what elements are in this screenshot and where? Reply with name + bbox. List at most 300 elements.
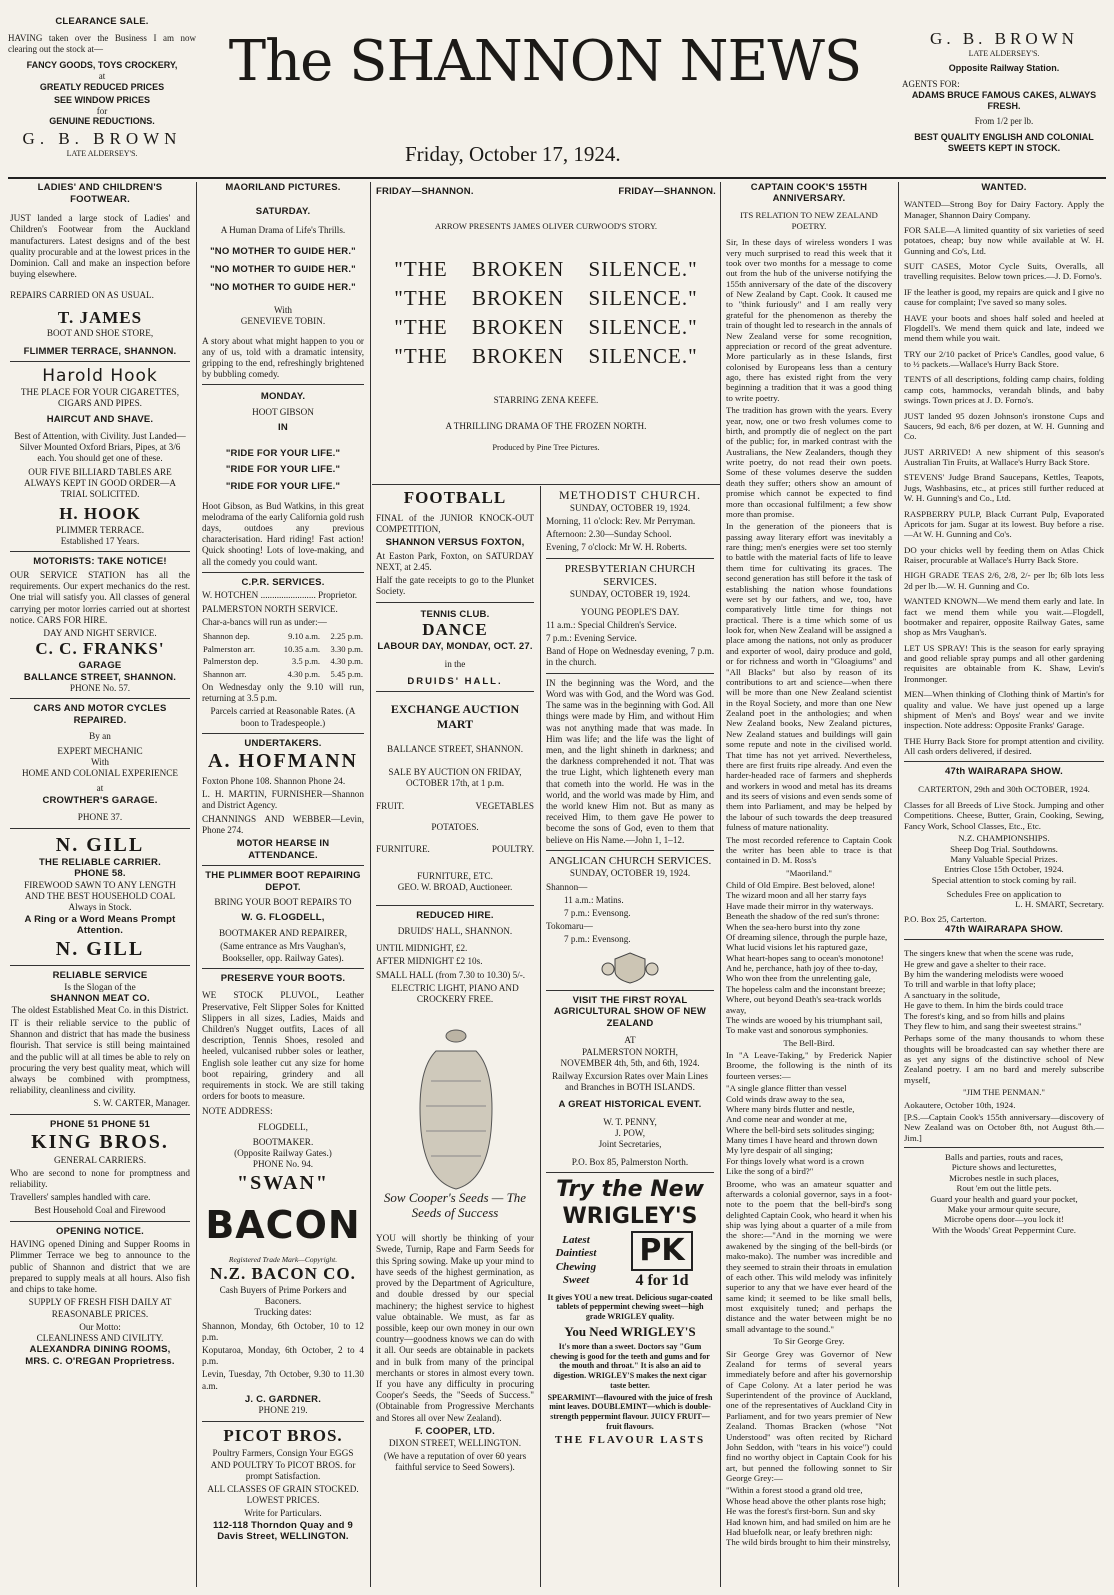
ear-left-name: G. B. BROWN <box>22 129 182 149</box>
opening-line5: ALEXANDRA DINING ROOMS, <box>29 1344 171 1356</box>
cars-line3: With <box>90 757 109 768</box>
ride-body: Hoot Gibson, as Bud Watkins, in this great melodrama of the early California gold rush days, outdoes any previous characterisation. Hard riding! Fast action! Quick shooting! Lots of love-making, and all the comedy you could want. <box>202 500 364 567</box>
franks-line3: PHONE No. 57. <box>69 683 131 694</box>
cars-line2: EXPERT MECHANIC <box>57 745 143 756</box>
wairarapa-heading: 47th WAIRARAPA SHOW. <box>944 766 1063 778</box>
exchange-line1: BALLANCE STREET, SHANNON. <box>386 743 524 754</box>
king-phones: PHONE 51 PHONE 51 <box>49 1118 151 1130</box>
wanted-list <box>904 199 1104 756</box>
crest-emblem <box>546 950 714 986</box>
hhook-line1: PLIMMER TERRACE. <box>55 525 145 536</box>
cpr-line1: W. HOTCHEN ........................ Proprietor. <box>202 590 358 601</box>
plimmer-line1: BRING YOUR BOOT REPAIRS TO <box>214 897 352 908</box>
football-vs: SHANNON VERSUS FOXTON, <box>385 537 525 549</box>
penman-line2: Perhaps some of the many thousands to whom these thoughts will be broadcasted can say whether there are as yet any signs of the distinctive school of New Zealand poetry. I am no bard and merely subscribe myself, <box>904 1033 1104 1085</box>
wanted-heading: WANTED. <box>981 182 1027 193</box>
classified-ad: MEN—When thinking of Clothing think of Martin's for quality and value. We have just opened up a large shipment of Men's and Boys' wear and we invite inspection. Note address: Opposite Franks' Garage. <box>904 689 1104 731</box>
gill-line5: Always in Stock. <box>68 902 132 913</box>
show-line5: A GREAT HISTORICAL EVENT. <box>558 1099 702 1111</box>
timetable-cell: Palmerston dep. <box>203 656 259 667</box>
picot-line2: ALL CLASSES OF GRAIN STOCKED. LOWEST PRICES. <box>207 1484 359 1506</box>
cook-body6: Sir George Grey was Governor of New Zealand for terms of several years immediately before and after his governorship of Cape Colony. At a later period he was Superintendent of the province of Auckland, one of the representatives of Auckland City in Parliament, and for two years premier of New Zealand. Thomas Bracken (whose "Not Understood" was often recited by Richard John Seddon, with "tears in his voice") could find no worthy object in Captain Cook for his art, but penned the following sonnet to Sir George Grey:— <box>726 1348 892 1484</box>
franks-line1: GARAGE <box>78 660 122 672</box>
wairarapa-line3: N.Z. CHAMPIONSHIPS. <box>958 833 1050 844</box>
hhook-line2: Established 17 Years. <box>60 536 140 547</box>
seeds-tail: (We have a reputation of over 60 years faithful service to Seed Sowers). <box>383 1450 527 1472</box>
ear-right-name: G. B. BROWN <box>930 29 1078 48</box>
swan-label: "SWAN" <box>237 1171 329 1194</box>
masthead-title: The SHANNON NEWS <box>228 29 862 94</box>
anglican-line4: 7 p.m.: Evensong. <box>564 907 631 918</box>
timetable-cell: 3.5 p.m. <box>291 656 321 667</box>
ear-right <box>902 28 1106 154</box>
classified-ad: THE Hurry Back Store for prompt attention and civility. All cash orders delivered, if desired. <box>904 735 1104 757</box>
franks-line2: BALLANCE STREET, SHANNON. <box>23 671 177 683</box>
film-ad-rule <box>372 484 720 485</box>
cook-body2: The tradition has grown with the years. Every year, now, one or two fresh volumes come to birth, and promptly die of neglect on the part of the public; for, in marked contrast with the Australians, the New Zealanders, though they write poetry, do not read their own poets. Some of these volumes deserve the sudden death they suffer; others show an amount of promise which cannot be expected to find more than occasional fulfilment; a few show more than promise. <box>726 405 892 519</box>
plimmer-line2: W. G. FLOGDELL, <box>241 912 325 924</box>
broken-silence-1: "THE BROKEN SILENCE." <box>394 257 698 281</box>
seeds-address: DIXON STREET, WELLINGTON. <box>388 1437 522 1448</box>
column-rule <box>720 182 721 1587</box>
motorists-heading: MOTORISTS: TAKE NOTICE! <box>33 556 167 568</box>
ear-right-line4: From 1/2 per lb. <box>974 116 1034 127</box>
sale-row-2 <box>376 844 534 855</box>
ear-left-line4: SEE WINDOW PRICES <box>53 95 150 106</box>
thrilling: A THRILLING DRAMA OF THE FROZEN NORTH. <box>445 421 647 431</box>
exchange-heading: EXCHANGE AUCTION MART <box>390 702 520 731</box>
picot-line1: Poultry Farmers, Consign Your EGGS AND POULTRY To PICOT BROS. for prompt Satisfaction. <box>210 1448 356 1481</box>
column-rule <box>196 182 197 1587</box>
wrigleys-ad <box>546 1177 714 1447</box>
bacon-line6: J. C. GARDNER. <box>244 1393 322 1405</box>
note-line2: BOOTMAKER. <box>252 1136 314 1147</box>
wrigleys-line3: It's more than a sweet. Doctors say "Gum chewing is good for the teeth and gums and for the mouth and throat." It is also an aid to digestion. WRIGLEY'S makes the next cigar taste better. <box>550 1341 710 1390</box>
plimmer-heading: THE PLIMMER BOOT REPAIRING DEPOT. <box>205 870 361 893</box>
hofmann-name: A. HOFMANN <box>208 750 358 773</box>
note-line4: PHONE No. 94. <box>252 1159 314 1170</box>
timetable-cell: 3.30 p.m. <box>330 643 363 654</box>
show-heading: VISIT THE FIRST ROYAL AGRICULTURAL SHOW OF NEW ZEALAND <box>553 994 707 1029</box>
wrigleys-try: Try the New <box>556 1176 704 1202</box>
seeds-body: YOU will shortly be thinking of your Swede, Turnip, Rape and Farm Seeds for this Spring sowing. Make up your mind to have seeds of the highest germination, as proved by the Department of Agriculture, and double dressed by our special machinery; the highest service to highest value obtainable. We must, as far as possible, keep our own money in our own country—goodness knows we can do with it all. Our seeds are obtainable in packets and in bulk from many of the principal merchants or stores in almost every town. If you have any difficulty in procuring Cooper's Seeds, the "Seeds of Success." (Obtainable from Progressive Merchants and Stores all over New Zealand). <box>376 1233 534 1423</box>
timetable-cell: 2.25 p.m. <box>330 631 363 642</box>
show-line7: J. POW, <box>614 1128 646 1139</box>
wairarapa-line4: Sheep Dog Trial. Southdowns. <box>950 843 1058 854</box>
gill-name: N. GILL <box>55 833 145 856</box>
timetable-row <box>202 668 364 680</box>
hhook-name: H. HOOK <box>59 504 141 524</box>
wairarapa-line1: CARTERTON, 29th and 30th OCTOBER, 1924. <box>918 783 1090 794</box>
monday-heading: MONDAY. <box>260 391 306 403</box>
repairs-line: REPAIRS CARRIED ON AS USUAL. <box>10 290 154 301</box>
ear-left-line1: FANCY GOODS, TOYS CROCKERY, <box>26 60 178 71</box>
king-name: KING BROS. <box>31 1131 169 1154</box>
ear-left <box>8 16 196 159</box>
film-title-2: "NO MOTHER TO GUIDE HER." <box>210 263 356 275</box>
broken-silence-4: "THE BROKEN SILENCE." <box>394 344 698 368</box>
film-title-block <box>376 255 716 371</box>
note-line1: FLOGDELL, <box>258 1121 308 1132</box>
column-2 <box>202 182 364 1587</box>
ear-left-line3: GREATLY REDUCED PRICES <box>39 81 165 92</box>
reduced-line1: DRUIDS' HALL, SHANNON. <box>397 925 513 936</box>
football-line3: Half the gate receipts to go to the Plunket Society. <box>376 575 534 597</box>
timetable-cell: 5.45 p.m. <box>330 668 363 679</box>
film-title-1: "NO MOTHER TO GUIDE HER." <box>210 246 356 258</box>
bacon-line2: Trucking dates: <box>254 1307 312 1318</box>
franks-name: C. C. FRANKS' <box>35 639 165 659</box>
cars-line7: PHONE 37. <box>77 812 123 823</box>
show-line1: AT <box>624 1035 636 1046</box>
presbyterian-line2: YOUNG PEOPLE'S DAY. <box>580 606 680 617</box>
timetable-row <box>202 655 364 667</box>
presbyterian-heading: PRESBYTERIAN CHURCH SERVICES. <box>564 562 696 588</box>
presbyterian-line1: SUNDAY, OCTOBER 19, 1924. <box>569 589 691 600</box>
dateline: Friday, October 17, 1924. <box>405 142 621 166</box>
timetable-cell: 9.10 a.m. <box>288 631 321 642</box>
friday-label-1: FRIDAY—SHANNON. <box>376 186 474 197</box>
hofmann-line3: CHANNINGS AND WEBBER—Levin, Phone 274. <box>202 813 364 835</box>
column-3a <box>376 488 534 1587</box>
wairarapa-line9: L. H. SMART, Secretary. <box>1015 899 1104 910</box>
cpr-line5: Parcels carried at Reasonable Rates. (A boon to Tradespeople.) <box>210 706 356 728</box>
column-1 <box>10 182 190 1587</box>
classified-ad: TENTS of all descriptions, folding camp chairs, folding camp cots, hammocks, verandah blinds, and baby swings. Town prices at J. D. Forno's. <box>904 374 1104 406</box>
wrigleys-price: 4 for 1d <box>635 1272 689 1290</box>
reduced-line3: AFTER MIDNIGHT £2 10s. <box>376 956 483 967</box>
opening-line4: CLEANLINESS AND CIVILITY. <box>36 1332 164 1343</box>
cpr-line3: Char-a-bancs will run as under:— <box>202 616 327 627</box>
sale-poultry: POULTRY. <box>491 843 534 854</box>
seeds-illustration <box>376 1011 534 1231</box>
opening-body: HAVING opened Dining and Supper Rooms in Plimmer Terrace we beg to announce to the public of Shannon and district that we are prepared to supply meals at all hours. Also fish and chips to take home. <box>10 1239 190 1295</box>
harold-line3: Best of Attention, with Civility. Just Landed—Silver Mounted Oxford Briars, Pipes, at 3/6 each. You should get one of these. <box>14 430 186 464</box>
anglican-line5: Tokomaru— <box>546 921 593 932</box>
column-4 <box>726 182 892 1587</box>
broken-silence-ad <box>376 186 716 481</box>
reliable-heading: RELIABLE SERVICE <box>52 970 148 982</box>
ear-right-line3: ADAMS BRUCE FAMOUS CAKES, ALWAYS FRESH. <box>911 89 1097 111</box>
broken-silence-2: "THE BROKEN SILENCE." <box>394 286 698 310</box>
methodist-line4: Evening, 7 o'clock: Mr W. H. Roberts. <box>546 542 687 553</box>
classified-ad: FOR SALE—A limited quantity of six varieties of seed potatoes, cheap; buy now while available at W. H. Gunning and Co's, Ltd. <box>904 224 1104 256</box>
cars-line5: at <box>96 783 104 794</box>
wrigleys-line1: It gives YOU a new treat. Delicious sugar-coated tablets of peppermint chewing sweet—high grade WRIGLEY quality. <box>547 1292 713 1322</box>
bacon-line1: Cash Buyers of Prime Porkers and Baconers. <box>219 1284 347 1307</box>
exchange-line2: SALE BY AUCTION ON FRIDAY, OCTOBER 17th, at 1 p.m. <box>388 766 522 788</box>
classified-ad: JUST ARRIVED! A new shipment of this season's Australian Tin Fruits, at Wallace's Hurry Back Store. <box>904 446 1104 468</box>
hofmann-line4: MOTOR HEARSE IN ATTENDANCE. <box>236 837 330 861</box>
poem-grey: "Within a forest stood a grand old tree, Whose head above the other plants rose high; He was the forest's first-born. Sun and sky Had known him, and had smiled on him are he Had bluefolk near, or leafy brethren nigh: The wild birds brought to him their minstrelsy, <box>726 1485 891 1548</box>
ear-right-line1: Opposite Railway Station. <box>948 63 1060 74</box>
gill-line6: A Ring or a Word Means Prompt Attention. <box>24 913 176 937</box>
opening-line6: MRS. C. O'REGAN Proprietress. <box>25 1355 175 1367</box>
tjames-sub: BOOT AND SHOE STORE, <box>46 328 154 339</box>
arrow-line: ARROW PRESENTS JAMES OLIVER CURWOOD'S STORY. <box>434 221 658 231</box>
gill-line1: THE RELIABLE CARRIER. <box>39 856 161 868</box>
in-label: IN <box>278 422 288 434</box>
bellbird-title: The Bell-Bird. <box>783 1037 835 1048</box>
cpr-line2: PALMERSTON NORTH SERVICE. <box>202 603 338 614</box>
cars-line6: CROWTHER'S GARAGE. <box>42 794 158 806</box>
wrigleys-brand: WRIGLEY'S <box>562 1203 698 1229</box>
bacon-line4: Koputaroa, Monday, 6th October, 2 to 4 p.m. <box>202 1344 364 1367</box>
plimmer-line4: (Same entrance as Mrs Vaughan's, Bookseller, opp. Railway Gates). <box>220 941 346 963</box>
maoriland-title: "Maoriland." <box>785 867 833 878</box>
timetable-row <box>202 630 364 642</box>
film-ad-header <box>376 186 716 197</box>
note-line3: (Opposite Railway Gates.) <box>234 1148 332 1159</box>
bacon-line5: Levin, Tuesday, 7th October, 9.30 to 11.30 a.m. <box>202 1369 364 1391</box>
presbyterian-line4: 7 p.m.: Evening Service. <box>546 632 637 643</box>
show-line9: P.O. Box 85, Palmerston North. <box>571 1156 689 1167</box>
timetable-cell: Shannon dep. <box>203 631 250 642</box>
ear-left-line2: at <box>98 71 106 82</box>
john-passage: IN the beginning was the Word, and the Word was with God, and the Word was God. The same was in the beginning with God. All things were made by Him, and without Him was not anything made that was made. In Him was life; and the life was the light of men, and the light shineth in darkness; and the darkness comprehended it not. That was the true Light, which lighteneth every man that cometh into the world. He was in the world, and the world was made by Him, and the world knew Him not. But as many as received Him, to them gave He power to become the sons of God, even to them that believe on His Name.—John 1, 1–12. <box>546 677 714 845</box>
opening-heading: OPENING NOTICE. <box>56 1225 144 1237</box>
reduced-line5: ELECTRIC LIGHT, PIANO AND CROCKERY FREE. <box>391 982 519 1004</box>
actress: GENEVIEVE TOBIN. <box>240 316 326 327</box>
starring: STARRING ZENA KEEFE. <box>493 395 599 405</box>
produced: Produced by Pine Tree Pictures. <box>492 443 600 452</box>
wrigleys-line4: SPEARMINT—flavoured with the juice of fresh mint leaves. DOUBLEMINT—which is double-strength peppermint flavour. JUICY FRUIT—fruit flavours. <box>547 1392 713 1431</box>
poem-maoriland: Child of Old Empire. Best beloved, alone! The wizard moon and all her starry fays Have made their mirror in thy waterways. Beneath the shadow of the red sun's throne: When the sea-hero burst into thy zone Of dreaming silence, through the purple haze, What lucid visions let his raptured gaze, What heart-hopes sang to ocean's monotone! And he, perchance, hath joy of thee to-day, Who won thee from the unrelenting gale, The hopeless calm and the inconstant breeze; Where, out beyond Death's sea-track worlds away, The winds are wooed by his triumphant sail, To make vast and sonorous symphonies. <box>726 880 888 1036</box>
reliable-line2: SHANNON MEAT CO. <box>50 993 150 1005</box>
grey-title: To Sir George Grey. <box>773 1336 845 1347</box>
football-line2: At Easton Park, Foxton, on SATURDAY NEXT, at 2.45. <box>376 550 534 572</box>
tjames-name: T. JAMES <box>57 307 143 327</box>
wairarapa-line8: Schedules Free on application to <box>946 889 1062 900</box>
ride-title-3: "RIDE FOR YOUR LIFE." <box>225 480 341 492</box>
ride-title-2: "RIDE FOR YOUR LIFE." <box>225 464 341 476</box>
note-address: NOTE ADDRESS: <box>202 1106 273 1117</box>
plimmer-line3: BOOTMAKER AND REPAIRER, <box>218 928 348 939</box>
ear-left-body: HAVING taken over the Business I am now clearing out the stock at— <box>8 33 196 54</box>
saturday-heading: SATURDAY. <box>255 205 311 217</box>
story-text: A story about what might happen to you or any of us, told with a dramatic intensity, gripping to the end, refreshingly brightened by bubbling comedy. <box>202 335 364 380</box>
classified-ad: TRY our 2/10 packet of Price's Candles, good value, 6 to ½ packets.—Wallace's Hurry Back Store. <box>904 348 1104 370</box>
hoot-name: HOOT GIBSON <box>252 407 314 417</box>
wairarapa-line6: Entries Close 15th October, 1924. <box>944 864 1064 875</box>
cook-body4: The most recorded reference to Captain Cook the writer has been able to trace is that contained in D. M. Ross's <box>726 834 892 866</box>
reduced-heading: REDUCED HIRE. <box>416 910 494 922</box>
reduced-line4: SMALL HALL (from 7.30 to 10.30) 5/-. <box>376 969 526 980</box>
wairarapa-line11: 47th WAIRARAPA SHOW. <box>944 924 1063 936</box>
sale-potatoes: POTATOES. <box>431 822 479 833</box>
gill-line3: FIREWOOD SAWN TO ANY LENGTH <box>24 880 176 891</box>
classified-ad: RASPBERRY PULP, Black Currant Pulp, Evaporated Apricots for jam. Sugar at its lowest. Buy before a rise.—At W. H. Gunning and Co's. <box>904 508 1104 540</box>
sale-fruit: FRUIT. <box>376 801 405 812</box>
ear-right-line5: BEST QUALITY ENGLISH AND COLONIAL SWEETS KEPT IN STOCK. <box>914 131 1094 153</box>
column-rule <box>898 182 899 1587</box>
methodist-heading: METHODIST CHURCH. <box>558 488 702 502</box>
opening-line2: SUPPLY OF FRESH FISH DAILY AT REASONABLE PRICES. <box>28 1297 172 1319</box>
bacon-reg: Registered Trade Mark—Copyright. <box>228 1254 338 1264</box>
football-heading: FOOTBALL <box>403 488 507 507</box>
timetable-cell: Palmerston arr. <box>203 643 256 654</box>
methodist-line3: Afternoon: 2.30—Sunday School. <box>546 529 672 540</box>
preserve-heading: PRESERVE YOUR BOOTS. <box>220 972 346 984</box>
show-line6: W. T. PENNY, <box>603 1117 657 1128</box>
labour-day: LABOUR DAY, MONDAY, OCT. 27. <box>377 640 533 652</box>
classified-ad: JUST landed 95 dozen Johnson's ironstone Cups and Saucers, 9d each, 8/6 per dozen, at W. H. Gunning and Co. <box>904 410 1104 442</box>
gill-name-2: N. GILL <box>55 937 145 960</box>
wrigleys-line5: THE FLAVOUR LASTS <box>554 1433 706 1446</box>
bellbird-intro: In "A Leave-Taking," by Frederick Napier Broome, the following is the ninth of its fourteen verses:— <box>726 1050 892 1081</box>
timetable-cell: 4.30 p.m. <box>330 656 363 667</box>
opening-line3: Our Motto: <box>79 1321 121 1332</box>
cook-body1: Sir, In these days of wireless wonders I was very much surprised to read this week that it took over two months for a message to come out from the hub of the universe notifying the 155th anniversary of the date of the discovery of New Zealand by Capt. Cook. It caused me to "think furiously" and I am really very grateful for the phenomenon as thereby the train of thought led to research in the annals of New Zealand verse for some recognition, appreciation or record of the great adventure. More particularly as in these Islands, first colonised by Europeans less than a century ago, there has existed right from the very beginning a tradition that it was a good thing to write poetry. <box>726 237 892 403</box>
exchange-line3: FURNITURE, ETC. <box>417 870 493 881</box>
broken-silence-3: "THE BROKEN SILENCE." <box>394 315 698 339</box>
maoriland-heading: MAORILAND PICTURES. <box>225 182 341 193</box>
classified-ad: SUIT CASES, Motor Cycle Suits, Overalls, all travelling requisites. Below town prices.—J. D. Forno's. <box>904 261 1104 282</box>
classified-ad: WANTED—Strong Boy for Dairy Factory. Apply the Manager, Shannon Dairy Company. <box>904 199 1104 220</box>
bacon-logo-text: BACON <box>205 1202 361 1247</box>
wrigleys-side: Latest Daintiest Chewing Sweet <box>555 1233 597 1287</box>
cpr-heading: C.P.R. SERVICES. <box>241 576 325 588</box>
reliable-body: IT is their reliable service to the public of Shannon and district that has made the business flourish. That service is still being maintained and the public will at all times be able to rely on procuring the very best quality meat, which will always be combined with promptness, reliability, cleanliness and civility. <box>10 1017 190 1096</box>
classified-ad: HAVE your boots and shoes half soled and heeled at Flogdell's. We mend them quick and late, indeed we mend them while you wait. <box>904 312 1104 344</box>
show-line2: PALMERSTON NORTH, <box>582 1046 678 1057</box>
cars-line4: HOME AND COLONIAL EXPERIENCE <box>21 768 179 779</box>
wairarapa-line10: P.O. Box 25, Carterton. <box>904 913 987 924</box>
footwear-body: JUST landed a large stock of Ladies' and Children's Footwear from the Auckland manufacturers. Latest designs and of the best quality procurable and at the lowest prices in the Dominion. Call and make an inspection before buying elsewhere. <box>10 213 190 280</box>
seeds-company: F. COOPER, LTD. <box>415 1425 495 1437</box>
cpr-line4: On Wednesday only the 9.10 will run, returning at 3.5 p.m. <box>202 682 364 704</box>
in-the: in the <box>444 658 466 669</box>
classified-ad: DO your chicks well by feeding them on Atlas Chick Raiser, procurable at Wallace's Hurry Back Store. <box>904 544 1104 566</box>
tjames-address: FLIMMER TERRACE, SHANNON. <box>23 345 177 357</box>
undertakers-heading: UNDERTAKERS. <box>244 737 322 749</box>
bacon-line3: Shannon, Monday, 6th October, 10 to 12 p.m. <box>202 1320 364 1342</box>
methodist-line1: SUNDAY, OCTOBER 19, 1924. <box>569 502 691 513</box>
king-line1: GENERAL CARRIERS. <box>53 1154 147 1165</box>
tennis-heading: TENNIS CLUB. <box>420 608 490 620</box>
bacon-line7: PHONE 219. <box>258 1405 308 1416</box>
bacon-logo <box>202 1195 364 1255</box>
wrigleys-pk: PK <box>631 1231 692 1272</box>
wairarapa-line7: Special attention to stock coming by rail. <box>931 874 1077 885</box>
gill-line2: PHONE 58. <box>74 868 126 880</box>
picot-line3: Write for Particulars. <box>244 1508 322 1519</box>
poem-bellbird: "A single glance flitter than vessel Cold winds draw away to the sea, Where many birds flutter and nestle, And come near and wonder at me, Where the bell-bird sets solitudes singing; Many times I have heard and thrown down My lyre despair of all singing; For things lovely what word is a crown Like the song of a bird?" <box>726 1083 878 1177</box>
wrigleys-pack <box>610 1231 714 1291</box>
ear-right-line2: AGENTS FOR: <box>902 78 960 89</box>
sale-row-1 <box>376 801 534 812</box>
wairarapa-line2: Classes for all Breeds of Live Stock. Jumping and other Competitions. Cheese, Butter, Grain, Cooking, Sewing, Fancy Work, School Classes, Etc., Etc. <box>904 800 1104 831</box>
seeds-brand: Sow Cooper's Seeds — The Seeds of Success <box>383 1190 527 1220</box>
wrigleys-line2: You Need WRIGLEY'S <box>564 1323 696 1339</box>
gill-line4: AND THE BEST HOUSEHOLD COAL <box>24 891 176 902</box>
ear-left-line6: GENUINE REDUCTIONS. <box>49 116 155 127</box>
sale-veg: VEGETABLES <box>475 801 534 812</box>
wrigleys-row <box>546 1231 714 1291</box>
penman-poem: The singers knew that when the scene was rude, He grew and gave a shelter to their race. By him the wandering melodists were wooed To trill and warble in that lofty place; A sanctuary in the solitude, He gave to them. In him the birds could trace The forest's king, and so from hills and plains They flew to him, and sang their sweetest strains." <box>904 948 1082 1031</box>
show-line3: NOVEMBER 4th, 5th, and 6th, 1924. <box>560 1057 700 1068</box>
reduced-line2: UNTIL MIDNIGHT, £2. <box>376 943 468 954</box>
with-label: With <box>273 305 292 316</box>
presbyterian-line5: Band of Hope on Wednesday evening, 7 p.m. in the church. <box>546 646 714 668</box>
cars-heading: CARS AND MOTOR CYCLES REPAIRED. <box>33 703 167 727</box>
classified-ad: IF the leather is good, my repairs are quick and I give no cause for complaint; I've saved so many soles. <box>904 286 1104 308</box>
methodist-line2: Morning, 11 o'clock: Rev. Mr Perryman. <box>546 515 696 526</box>
column-3b <box>546 488 714 1587</box>
king-line2: Who are second to none for promptness and reliability. <box>10 1167 190 1189</box>
cook-body5: Broome, who was an amateur squatter and afterwards a colonial governor, says in a foot-note to the poem that the bell-bird's song delighted Captain Cook, who heard it when his ship was lying about a quarter of a mile from the shore:—"And in the morning we were awakened by the singing of the bell-birds (or mako-mako). The number was incredible and they seemed to strain their throats in emulation of each other. This wild melody was infinitely superior to any that we have ever heard of the same kind; it seemed to be like small bells, most exquisitely tuned; and perhaps the distance and the water between might be no small advantage to the sound." <box>726 1178 892 1334</box>
preserve-body: WE STOCK PLUVOL, Leather Preservative, Felt Slipper Soles for Knitted Slippers in all sizes, Ladies, Maids and Children's Nugget outfits, Laces of all description, Tennis Shoes, resoled and heeled, vulcanised rubber soles or leather, English sole leather cut any size for home boot repairing, grindery and all requirements in stock. We are still taking orders for boots to measure. <box>202 990 364 1102</box>
reliable-line3: The oldest Established Meat Co. in this District. <box>11 1004 189 1015</box>
presbyterian-line3: 11 a.m.: Special Children's Service. <box>546 619 677 630</box>
anglican-line1: SUNDAY, OCTOBER 19, 1924. <box>569 868 691 879</box>
crest-icon <box>600 951 660 985</box>
show-line4: Railway Excursion Rates over Main Lines and Branches in BOTH ISLANDS. <box>552 1071 708 1093</box>
sale-furniture: FURNITURE. <box>376 843 430 854</box>
friday-label-2: FRIDAY—SHANNON. <box>618 186 716 197</box>
column-rule <box>540 486 541 1587</box>
ear-left-heading: CLEARANCE SALE. <box>55 16 149 27</box>
motorists-line2: DAY AND NIGHT SERVICE. <box>43 628 157 639</box>
classified-ad: HIGH GRADE TEAS 2/6, 2/8, 2/- per lb; 6lb lots less 2d per lb.—W. H. Gunning and Co. <box>904 570 1104 591</box>
cook-heading: CAPTAIN COOK'S 155TH ANNIVERSARY. <box>750 182 868 205</box>
king-line3: Travellers' samples handled with care. <box>10 1192 151 1203</box>
ear-left-sub: LATE ALDERSEY'S. <box>66 149 138 159</box>
reliable-line1: Is the Slogan of the <box>64 981 136 992</box>
balls-poem: Balls and parties, routs and races, Picture shows and lecturettes, Microbes nestle in such places, Rout 'em out the little pets. Guard your health and guard your pocket, Make your armour quite secure, Microbe opens door—you lock it! With the Woods' Great Peppermint Cure. <box>930 1152 1078 1235</box>
dance-heading: DANCE <box>422 620 488 640</box>
ear-right-sub: LATE ALDERSEY'S. <box>968 49 1040 59</box>
classified-ad: LET US SPRAY! This is the season for early spraying and good reliable spray pumps and all other gardening requisites are obtainable from K. Shaw, Levin's Ironmonger. <box>904 642 1104 684</box>
anglican-line3: 11 a.m.: Matins. <box>564 894 624 905</box>
anglican-line2: Shannon— <box>546 881 588 892</box>
footwear-heading: LADIES' AND CHILDREN'S FOOTWEAR. <box>37 182 163 205</box>
picot-name: PICOT BROS. <box>223 1425 343 1445</box>
header-rule <box>8 177 1106 179</box>
classified-ad: STEVENS' Judge Brand Saucepans, Kettles, Teapots, Jugs, Washbasins, etc., at prices still further reduced at W. H. Gunning's and Co., Ltd. <box>904 472 1104 504</box>
penman-line4: Aokautere, October 10th, 1924. <box>904 1099 1016 1110</box>
timetable-row <box>202 643 364 655</box>
druids-hall: DRUIDS' HALL. <box>407 675 503 687</box>
anglican-line6: 7 p.m.: Evensong. <box>564 934 631 945</box>
show-line8: Joint Secretaries, <box>598 1139 662 1150</box>
motorists-body: OUR SERVICE STATION has all the requirements. Our expert mechanics do the rest. One trial will satisfy you. All classes of general carrying per motor lorries carried out at shortest notice. CARS FOR HIRE. <box>10 570 190 625</box>
classified-ad: WANTED KNOWN—We mend them early and late. In fact we mend them while you wait.—Flogdell, bootmaker and repairer, opposite Railway Gates, same shop as Mrs Vaughan's. <box>904 596 1104 638</box>
timetable-cell: 4.30 p.m. <box>287 668 321 679</box>
cars-line1: By an <box>89 730 111 741</box>
timetable <box>202 630 364 680</box>
bacon-co: N.Z. BACON CO. <box>210 1264 356 1284</box>
harold-line1: THE PLACE FOR YOUR CIGARETTES, CIGARS AND PIPES. <box>20 386 180 409</box>
ride-title-1: "RIDE FOR YOUR LIFE." <box>225 447 341 459</box>
exchange-line4: GEO. W. BROAD, Auctioneer. <box>397 882 513 893</box>
column-5 <box>904 182 1104 1587</box>
penman-line5: [P.S.—Captain Cook's 155th anniversary—discovery of New Zealand was on October 8th, not August 8th.—Jim.] <box>904 1111 1104 1143</box>
picot-line4: 112-118 Thorndon Quay and 9 Davis Street, WELLINGTON. <box>212 1519 354 1543</box>
hofmann-line1: Foxton Phone 108. Shannon Phone 24. <box>202 775 346 786</box>
reliable-sign: S. W. CARTER, Manager. <box>93 1098 190 1109</box>
saturday-line: A Human Drama of Life's Thrills. <box>220 225 346 236</box>
cook-body3: In the generation of the pioneers that is passing away literary effort was inevitably a rare thing; men's energies were set too sternly to battle with the material facts of life to leave them time for cultivating its graces. The second generation has still before it the task of establishing the nation whose foundations were set by our fathers, and we, too, have comparatively little time for things not practical. There is a time which some of us look for, when New Zealand will be assigned a place among the nations, not only as producer and exporter of wool, dairy produce and gold, or for richness and worth in "Gloagiums" and "All Blacks" but also by reason of its contributions to art and science—when there will be more than one New Zealand scientist in the Royal Society, and more than one New Zealand poet in the anthologies; and when New Zealand books, New Zealand pictures, New Zealand statues and buildings will gain some repute and note in the civilised world. That time has not yet arrived. Nevertheless, there are first fruits ripe already. And even the harder-headed race of farmers and shepherds and workers in wood and metal has its dreams and its seers of visions and even sends some of them into Parliament, and may be helped by the labour of such towards the deep treasured fulness of mature nationality. <box>726 521 892 833</box>
king-line4: Best Household Coal and Firewood <box>34 1205 166 1216</box>
cook-sub: ITS RELATION TO NEW ZEALAND POETRY. <box>740 210 878 231</box>
timetable-cell: Shannon arr. <box>203 668 247 679</box>
anglican-heading: ANGLICAN CHURCH SERVICES. <box>548 854 712 867</box>
penman-line3: "JIM THE PENMAN." <box>962 1087 1046 1098</box>
harold-line2: HAIRCUT AND SHAVE. <box>46 414 154 426</box>
column-rule <box>370 182 371 1587</box>
hofmann-line2: L. H. MARTIN, FURNISHER—Shannon and District Agency. <box>202 789 364 811</box>
